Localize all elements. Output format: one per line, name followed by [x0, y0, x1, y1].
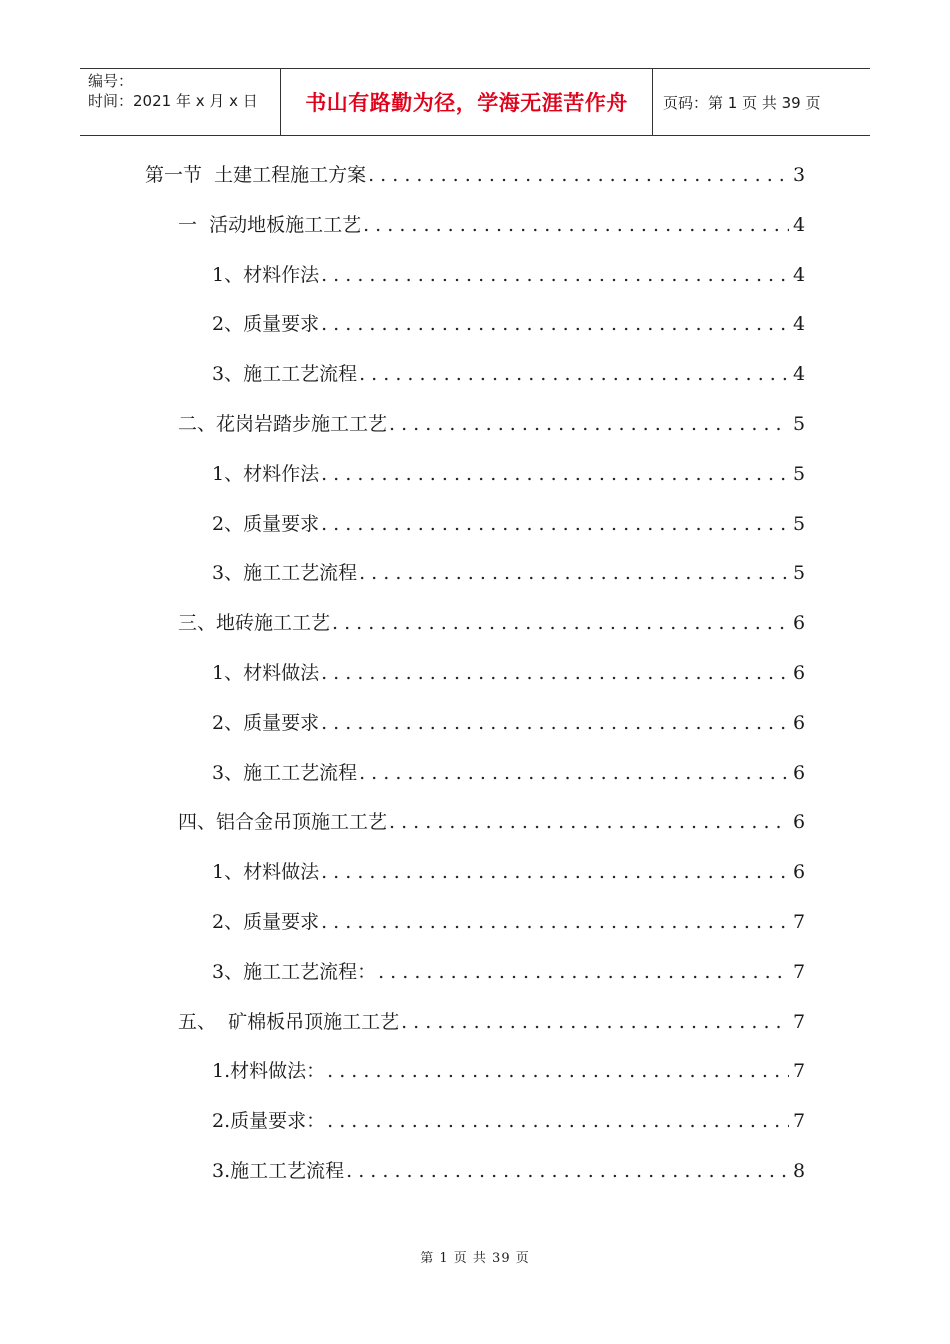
header-slogan-cell — [281, 69, 653, 135]
toc-entry-title: 2、质量要求 — [212, 313, 320, 336]
toc-leader-dots — [321, 513, 789, 535]
toc-entry[interactable] — [212, 459, 805, 499]
toc-entry-page: 7 — [793, 1110, 806, 1133]
toc-entry-title: 1、材料作法 — [212, 462, 320, 485]
toc-leader-dots — [359, 562, 789, 584]
toc-entry-page: 7 — [793, 1010, 806, 1033]
toc-leader-dots — [389, 413, 789, 435]
toc-entry-page: 6 — [793, 761, 806, 784]
toc-entry-page: 4 — [793, 213, 806, 236]
toc-entry-page: 7 — [793, 911, 806, 933]
toc-entry[interactable] — [178, 807, 805, 847]
toc-entry-page: 6 — [793, 811, 806, 834]
toc-entry-title: 2、质量要求 — [212, 512, 320, 535]
toc-entry[interactable] — [212, 708, 805, 748]
toc-leader-dots — [321, 861, 789, 883]
toc-entry-title: 三、地砖施工工艺 — [178, 612, 331, 635]
toc-entry-title: 2、质量要求 — [212, 711, 320, 734]
toc-entry[interactable] — [212, 957, 805, 997]
toc-entry-title: 1、材料做法 — [212, 662, 320, 684]
toc-entry-page: 7 — [793, 960, 806, 983]
toc-leader-dots — [378, 961, 789, 983]
toc-entry-page: 5 — [793, 512, 806, 535]
date-label: 时间：2021 年 x 月 x 日 — [88, 92, 258, 110]
toc-entry-title: 2.质量要求： — [212, 1110, 326, 1133]
document-header — [80, 68, 870, 136]
toc-entry[interactable] — [212, 558, 805, 598]
toc-leader-dots — [368, 164, 789, 186]
toc-entry-page: 7 — [793, 1060, 806, 1083]
toc-entry-page: 6 — [793, 662, 806, 684]
toc-entry[interactable] — [212, 1056, 805, 1096]
toc-entry-page: 4 — [793, 263, 806, 286]
toc-leader-dots — [359, 363, 789, 385]
toc-entry-title: 五、 矿棉板吊顶施工工艺 — [178, 1010, 400, 1033]
toc-entry[interactable] — [178, 210, 805, 250]
toc-entry-title: 一 活动地板施工工艺 — [178, 213, 362, 236]
toc-entry[interactable] — [212, 509, 805, 549]
toc-entry-page: 6 — [793, 612, 806, 635]
toc-leader-dots — [321, 911, 789, 933]
toc-entry-title: 二、花岗岩踏步施工工艺 — [178, 413, 388, 435]
toc-entry[interactable] — [178, 608, 805, 648]
toc-entry-page: 4 — [793, 363, 806, 386]
toc-leader-dots — [321, 662, 789, 684]
toc-entry[interactable] — [212, 1106, 805, 1146]
toc-entry-title: 1、材料作法 — [212, 263, 320, 286]
toc-leader-dots — [321, 313, 789, 335]
toc-leader-dots — [401, 1011, 789, 1033]
toc-entry[interactable] — [212, 758, 805, 798]
toc-entry[interactable] — [178, 1007, 805, 1047]
toc-entry-title: 1.材料做法： — [212, 1060, 326, 1083]
number-label: 编号： — [88, 72, 134, 90]
page-footer: 第 1 页 共 39 页 — [420, 1251, 530, 1266]
toc-leader-dots — [327, 1060, 789, 1082]
toc-leader-dots — [321, 463, 789, 485]
toc-entry[interactable] — [212, 907, 805, 947]
toc-entry[interactable] — [178, 409, 805, 449]
toc-entry[interactable] — [212, 260, 805, 300]
toc-entry[interactable] — [212, 857, 805, 897]
toc-leader-dots — [359, 762, 789, 784]
toc-entry-page: 8 — [793, 1160, 806, 1182]
toc-entry-page: 5 — [793, 413, 806, 435]
toc-entry-page: 6 — [793, 861, 806, 884]
toc-entry-title: 3.施工工艺流程 — [212, 1160, 345, 1182]
toc-leader-dots — [363, 214, 789, 236]
toc-entry-title: 1、材料做法 — [212, 861, 320, 884]
toc-entry[interactable] — [145, 160, 805, 200]
toc-leader-dots — [346, 1160, 789, 1182]
header-slogan: 书山有路勤为径，学海无涯苦作舟 — [305, 91, 628, 115]
toc-entry[interactable] — [212, 1156, 805, 1196]
header-meta — [80, 69, 281, 135]
header-page-label: 页码：第 1 页 共 39 页 — [663, 93, 821, 112]
toc-entry-page: 4 — [793, 313, 806, 336]
toc-entry[interactable] — [212, 658, 805, 698]
toc-leader-dots — [321, 712, 789, 734]
toc-entry-title: 四、铝合金吊顶施工工艺 — [178, 811, 388, 834]
toc-leader-dots — [389, 811, 789, 833]
toc-entry-title: 3、施工工艺流程 — [212, 363, 358, 386]
toc-entry-page: 5 — [793, 462, 806, 485]
toc-leader-dots — [332, 612, 789, 634]
toc-entry[interactable] — [212, 359, 805, 399]
toc-entry-title: 3、施工工艺流程 — [212, 562, 358, 585]
toc-entry-page: 5 — [793, 562, 806, 585]
toc-entry-title: 2、质量要求 — [212, 911, 320, 933]
toc-entry-page: 3 — [793, 164, 806, 186]
toc-entry-title: 3、施工工艺流程： — [212, 960, 377, 983]
toc-entry-page: 6 — [793, 711, 806, 734]
toc-leader-dots — [321, 264, 789, 286]
toc-entry-title: 3、施工工艺流程 — [212, 761, 358, 784]
toc-entry-title: 第一节 土建工程施工方案 — [145, 164, 367, 186]
toc-entry[interactable] — [212, 309, 805, 349]
header-page-cell — [653, 69, 870, 135]
toc-leader-dots — [327, 1110, 789, 1132]
